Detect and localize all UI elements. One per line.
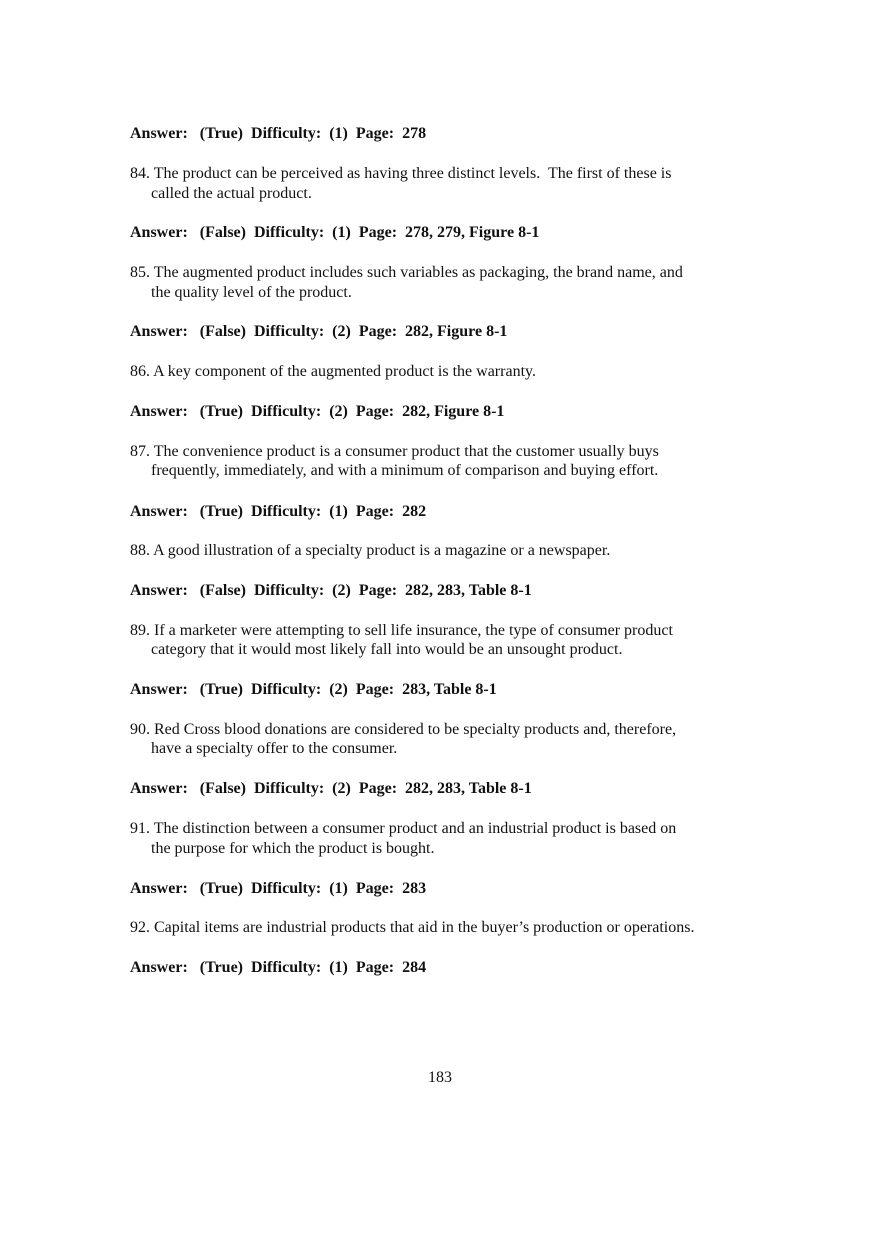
answer-85: Answer: (False) Difficulty: (2) Page: 282, Figure 8-1 bbox=[130, 323, 508, 340]
answer-84: Answer: (False) Difficulty: (1) Page: 278, 279, Figure 8-1 bbox=[130, 224, 540, 241]
question-91-line-1: 91. The distinction between a consumer product and an industrial product is based on bbox=[130, 820, 677, 837]
question-89-line-2: category that it would most likely fall into would be an unsought product. bbox=[151, 641, 623, 658]
question-87-line-1: 87. The convenience product is a consumer product that the customer usually buys bbox=[130, 443, 659, 460]
answer-91: Answer: (True) Difficulty: (1) Page: 283 bbox=[130, 880, 427, 897]
question-84-line-2: called the actual product. bbox=[151, 185, 312, 202]
question-85-line-1: 85. The augmented product includes such variables as packaging, the brand name, and bbox=[130, 264, 683, 281]
question-90-line-1: 90. Red Cross blood donations are considered to be specialty products and, therefore, bbox=[130, 721, 677, 738]
question-88-line-1: 88. A good illustration of a specialty product is a magazine or a newspaper. bbox=[130, 542, 611, 559]
answer-83: Answer: (True) Difficulty: (1) Page: 278 bbox=[130, 125, 427, 142]
question-84-line-1: 84. The product can be perceived as having three distinct levels. The first of these is bbox=[130, 165, 672, 182]
answer-92: Answer: (True) Difficulty: (1) Page: 284 bbox=[130, 959, 427, 976]
question-85-line-2: the quality level of the product. bbox=[151, 284, 352, 301]
answer-87: Answer: (True) Difficulty: (1) Page: 282 bbox=[130, 503, 427, 520]
question-86-line-1: 86. A key component of the augmented product is the warranty. bbox=[130, 363, 536, 380]
question-91-line-2: the purpose for which the product is bought. bbox=[151, 840, 435, 857]
answer-89: Answer: (True) Difficulty: (2) Page: 283, Table 8-1 bbox=[130, 681, 497, 698]
page-number: 183 bbox=[428, 1069, 452, 1086]
answer-90: Answer: (False) Difficulty: (2) Page: 282, 283, Table 8-1 bbox=[130, 780, 532, 797]
question-92-line-1: 92. Capital items are industrial products that aid in the buyer’s production or operations. bbox=[130, 919, 695, 936]
answer-88: Answer: (False) Difficulty: (2) Page: 282, 283, Table 8-1 bbox=[130, 582, 532, 599]
question-87-line-2: frequently, immediately, and with a minimum of comparison and buying effort. bbox=[151, 462, 659, 479]
answer-86: Answer: (True) Difficulty: (2) Page: 282, Figure 8-1 bbox=[130, 403, 505, 420]
question-90-line-2: have a specialty offer to the consumer. bbox=[151, 740, 398, 757]
question-89-line-1: 89. If a marketer were attempting to sell life insurance, the type of consumer product bbox=[130, 622, 673, 639]
